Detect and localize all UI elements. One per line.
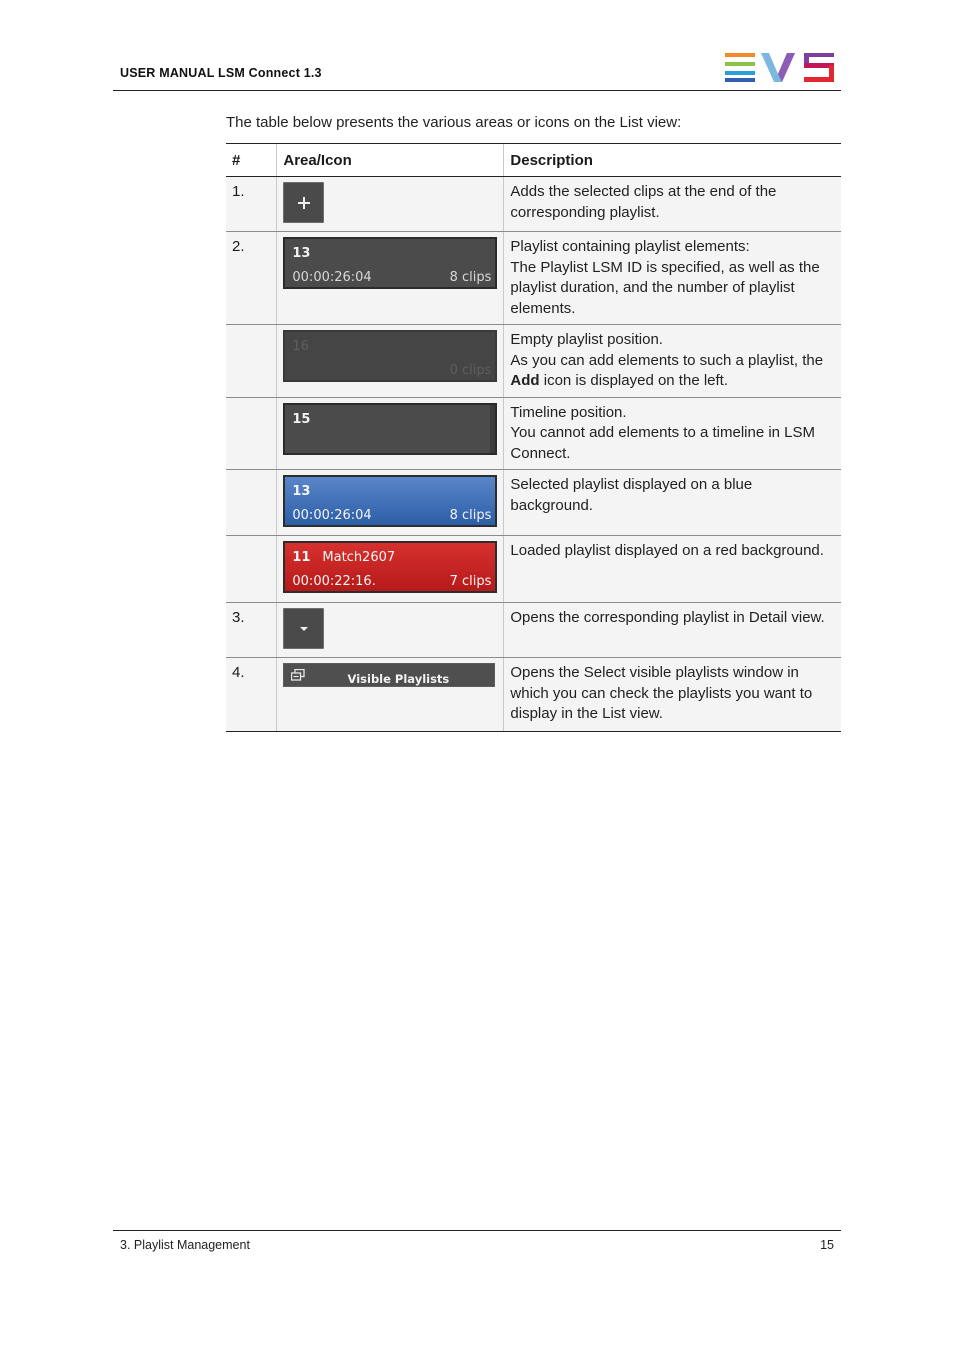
description-line: Timeline position.	[510, 403, 627, 421]
playlist-id: 13	[292, 246, 311, 261]
row-number: 4.	[226, 658, 277, 732]
table-row	[226, 397, 841, 470]
playlist-clip-count: 7 clips	[449, 574, 492, 589]
row-number	[226, 470, 277, 536]
playlist-name: Match2607	[322, 550, 396, 565]
playlist-duration: 00:00:26:04	[292, 508, 372, 523]
evs-logo	[724, 52, 836, 82]
area-cell	[277, 658, 504, 732]
area-cell	[277, 470, 504, 536]
row-number: 1.	[226, 177, 277, 232]
timeline-card[interactable]	[283, 403, 497, 455]
description-cell	[504, 397, 841, 470]
visible-playlists-label: Visible Playlists	[347, 672, 450, 686]
playlist-clip-count: 0 clips	[449, 363, 492, 378]
visible-playlists-button[interactable]	[283, 663, 495, 687]
description-line	[510, 351, 835, 392]
area-cell	[277, 397, 504, 470]
page-number: 15	[820, 1238, 834, 1252]
description-cell: Adds the selected clips at the end of the corresponding playlist.	[504, 177, 841, 232]
description-cell: Selected playlist displayed on a blue background.	[504, 470, 841, 536]
row-number	[226, 397, 277, 470]
header-area-icon: Area/Icon	[277, 144, 504, 177]
playlist-id: 16	[292, 339, 309, 354]
table-row	[226, 603, 841, 658]
add-keyword: Add	[510, 372, 540, 389]
row-number	[226, 325, 277, 398]
row-number: 2.	[226, 232, 277, 325]
header-description: Description	[504, 144, 841, 177]
chevron-down-icon	[300, 627, 308, 631]
intro-text: The table below presents the various areas or icons on the List view:	[226, 114, 682, 131]
table-row	[226, 325, 841, 398]
timeline-id: 15	[292, 411, 311, 427]
description-line: The Playlist LSM ID is specified, as well as the playlist duration, and the number of playlist elements.	[510, 258, 820, 317]
area-cell	[277, 325, 504, 398]
area-cell	[277, 536, 504, 603]
description-line: You cannot add elements to a timeline in LSM Connect.	[510, 424, 816, 462]
header-rule	[113, 90, 841, 91]
playlist-duration: 00:00:22:16.	[292, 574, 376, 589]
area-icon-table	[226, 143, 841, 732]
loaded-playlist-card[interactable]	[283, 541, 497, 593]
plus-icon	[298, 197, 310, 209]
playlist-id: 11	[292, 550, 311, 565]
playlist-clip-count: 8 clips	[449, 270, 492, 285]
description-cell	[504, 325, 841, 398]
table-row	[226, 470, 841, 536]
playlist-id: 13	[292, 484, 311, 499]
description-text: As you can add elements to such a playlist, the	[510, 351, 824, 369]
table-row	[226, 658, 841, 732]
header-title: USER MANUAL LSM Connect 1.3	[120, 66, 322, 80]
table-row	[226, 536, 841, 603]
description-cell	[504, 232, 841, 325]
row-number: 3.	[226, 603, 277, 658]
description-line: Playlist containing playlist elements:	[510, 238, 750, 255]
area-cell	[277, 177, 504, 232]
description-cell: Opens the Select visible playlists window in which you can check the playlists you want to display in the List view.	[504, 658, 841, 732]
area-cell	[277, 232, 504, 325]
footer-rule	[113, 1230, 841, 1231]
description-text: icon is displayed on the left.	[539, 372, 729, 389]
row-number	[226, 536, 277, 603]
playlist-card[interactable]	[283, 237, 497, 289]
header-number: #	[226, 144, 277, 177]
table-row	[226, 177, 841, 232]
table-header-row	[226, 144, 841, 177]
empty-playlist-card[interactable]	[283, 330, 497, 382]
selected-playlist-card[interactable]	[283, 475, 497, 527]
description-cell: Opens the corresponding playlist in Detail view.	[504, 603, 841, 658]
playlist-duration: 00:00:26:04	[292, 270, 372, 285]
footer-section: 3. Playlist Management	[120, 1238, 250, 1252]
playlist-clip-count: 8 clips	[449, 508, 492, 523]
table-row	[226, 232, 841, 325]
add-button[interactable]	[283, 182, 324, 223]
description-cell: Loaded playlist displayed on a red background.	[504, 536, 841, 603]
area-cell	[277, 603, 504, 658]
open-detail-button[interactable]	[283, 608, 324, 649]
description-line: Empty playlist position.	[510, 331, 663, 348]
